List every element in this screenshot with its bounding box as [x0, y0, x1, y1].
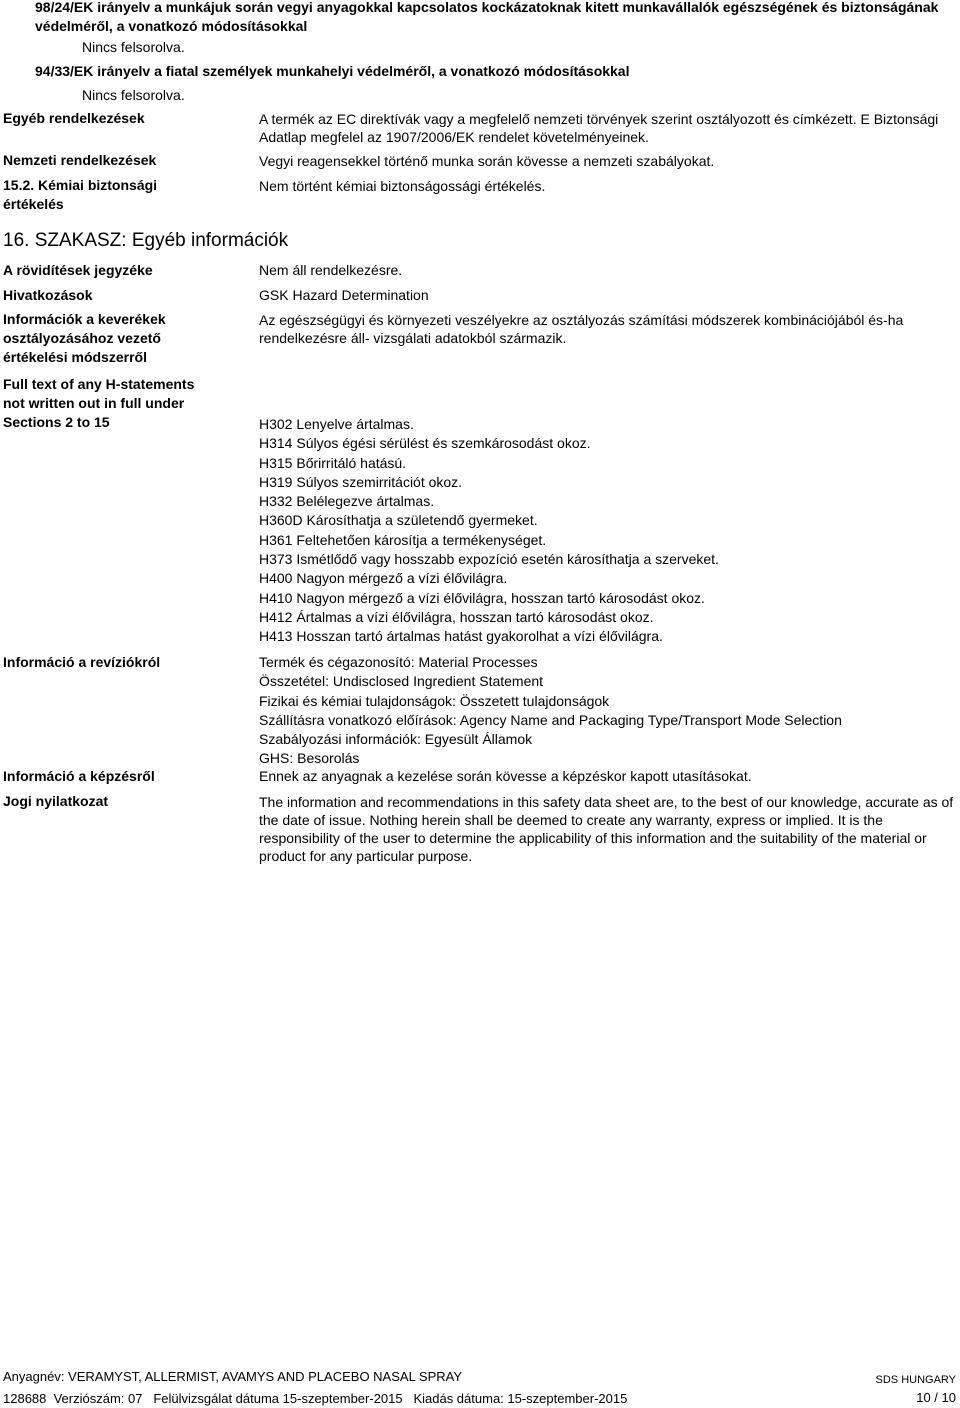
h-statement: H319 Súlyos szemirritációt okoz.: [259, 473, 463, 490]
h-statements-label-line2: not written out in full under: [3, 395, 185, 411]
chemical-safety-label-line1: 15.2. Kémiai biztonsági: [3, 177, 158, 193]
footer-product-name: Anyagnév: VERAMYST, ALLERMIST, AVAMYS AND PLACEBO NASAL SPRAY: [3, 1369, 463, 1384]
h-statements-label: [3, 375, 194, 432]
chemical-safety-label-line2: értékelés: [3, 196, 64, 212]
classification-method-label-line1: Információk a keverékek: [3, 311, 166, 327]
h-statement: H373 Ismétlődő vagy hosszabb expozíció esetén károsíthatja a szerveket.: [259, 551, 719, 568]
revision-line: Termék és cégazonosító: Material Processes: [259, 654, 538, 670]
classification-method-label-line3: értékelési módszerről: [3, 349, 147, 365]
classification-method-label: [3, 310, 166, 367]
h-statement: H361 Feltehetően károsítja a termékenységet.: [259, 531, 547, 548]
national-provisions-text: Vegyi reagensekkel történő munka során kövesse a nemzeti szabályokat.: [259, 153, 715, 169]
footer-page-number: 10 / 10: [916, 1390, 956, 1405]
abbreviations-label: A rövidítések jegyzéke: [3, 262, 153, 278]
h-statement: H314 Súlyos égési sérülést és szemkárosodást okoz.: [259, 435, 591, 452]
revision-line: Fizikai és kémiai tulajdonságok: Összetett tulajdonságok: [259, 692, 610, 709]
footer-document-meta: 128688 Verziószám: 07 Felülvizsgálat dátuma 15-szeptember-2015 Kiadás dátuma: 15-szeptember-2015: [3, 1391, 628, 1406]
h-statement: H302 Lenyelve ártalmas.: [259, 416, 414, 432]
references-value: GSK Hazard Determination: [259, 287, 429, 303]
revision-line: Szállításra vonatkozó előírások: Agency Name and Packaging Type/Transport Mode Selection: [259, 711, 842, 728]
classification-method-value: Az egészségügyi és környezeti veszélyekre az osztályozás számítási módszerek kombinációjából és-ha rendelkezésre áll- vizsgálati adatokból származik.: [259, 312, 904, 346]
h-statements-list: [259, 415, 719, 647]
h-statement: H412 Ártalmas a vízi élővilágra, hosszan tartó károsodást okoz.: [259, 608, 654, 625]
abbreviations-value: Nem áll rendelkezésre.: [259, 262, 403, 278]
h-statement: H315 Bőrirritáló hatású.: [259, 454, 407, 471]
other-provisions-text: A termék az EC direktívák vagy a megfelelő nemzeti törvények szerint osztályozott és címkézett. E Biztonsági Adatlap megfelel az 1907/2006/EK rendelet követelményeinek.: [259, 111, 939, 145]
h-statements-label-line3: Sections 2 to 15: [3, 414, 110, 430]
chemical-safety-label: [3, 176, 157, 214]
h-statement: H413 Hosszan tartó ártalmas hatást gyakorolhat a vízi élővilágra.: [259, 628, 663, 645]
national-provisions-label: Nemzeti rendelkezések: [3, 152, 157, 168]
directive-98-24-ek-value: Nincs felsorolva.: [82, 39, 185, 55]
directive-94-33-ek-value: Nincs felsorolva.: [82, 87, 185, 103]
revision-info-label: Információ a revíziókról: [3, 654, 161, 670]
legal-disclaimer-text: The information and recommendations in this safety data sheet are, to the best of our knowledge, accurate as of the date of issue. Nothing herein shall be deemed to create any warranty, express or implied. It is the responsibility of the user to determine the applicability of this information and the suitability of the material or product for any particular purpose.: [259, 794, 954, 864]
other-provisions-label: Egyéb rendelkezések: [3, 110, 145, 126]
revision-line: Összetétel: Undisclosed Ingredient Statement: [259, 673, 544, 690]
h-statements-label-line1: Full text of any H-statements: [3, 376, 195, 392]
revision-line: Szabályozási információk: Egyesült Államok: [259, 731, 533, 748]
legal-disclaimer-label: Jogi nyilatkozat: [3, 793, 109, 809]
h-statement: H360D Károsíthatja a születendő gyermeket.: [259, 512, 538, 529]
references-label: Hivatkozások: [3, 287, 93, 303]
chemical-safety-text: Nem történt kémiai biztonságossági értékelés.: [259, 178, 546, 194]
revision-line: GHS: Besorolás: [259, 750, 360, 767]
h-statement: H332 Belélegezve ártalmas.: [259, 493, 435, 510]
h-statement: H400 Nagyon mérgező a vízi élővilágra.: [259, 570, 508, 587]
footer-document-type: SDS HUNGARY: [875, 1374, 956, 1386]
training-info-label: Információ a képzésről: [3, 768, 155, 784]
revision-info-list: [259, 653, 842, 769]
classification-method-label-line2: osztályozásához vezető: [3, 330, 161, 346]
h-statement: H410 Nagyon mérgező a vízi élővilágra, hosszan tartó károsodást okoz.: [259, 589, 705, 606]
section-16-heading: 16. SZAKASZ: Egyéb információk: [3, 230, 289, 251]
directive-98-24-ek: 98/24/EK irányelv a munkájuk során vegyi anyagokkal kapcsolatos kockázatoknak kitett munkavállalók egészségének és biztonságának védelméről, a vonatkozó módosításokkal: [35, 0, 939, 34]
directive-94-33-ek: 94/33/EK irányelv a fiatal személyek munkahelyi védelméről, a vonatkozó módosításokkal: [35, 63, 630, 79]
training-info-value: Ennek az anyagnak a kezelése során kövesse a képzéskor kapott utasításokat.: [259, 768, 752, 784]
